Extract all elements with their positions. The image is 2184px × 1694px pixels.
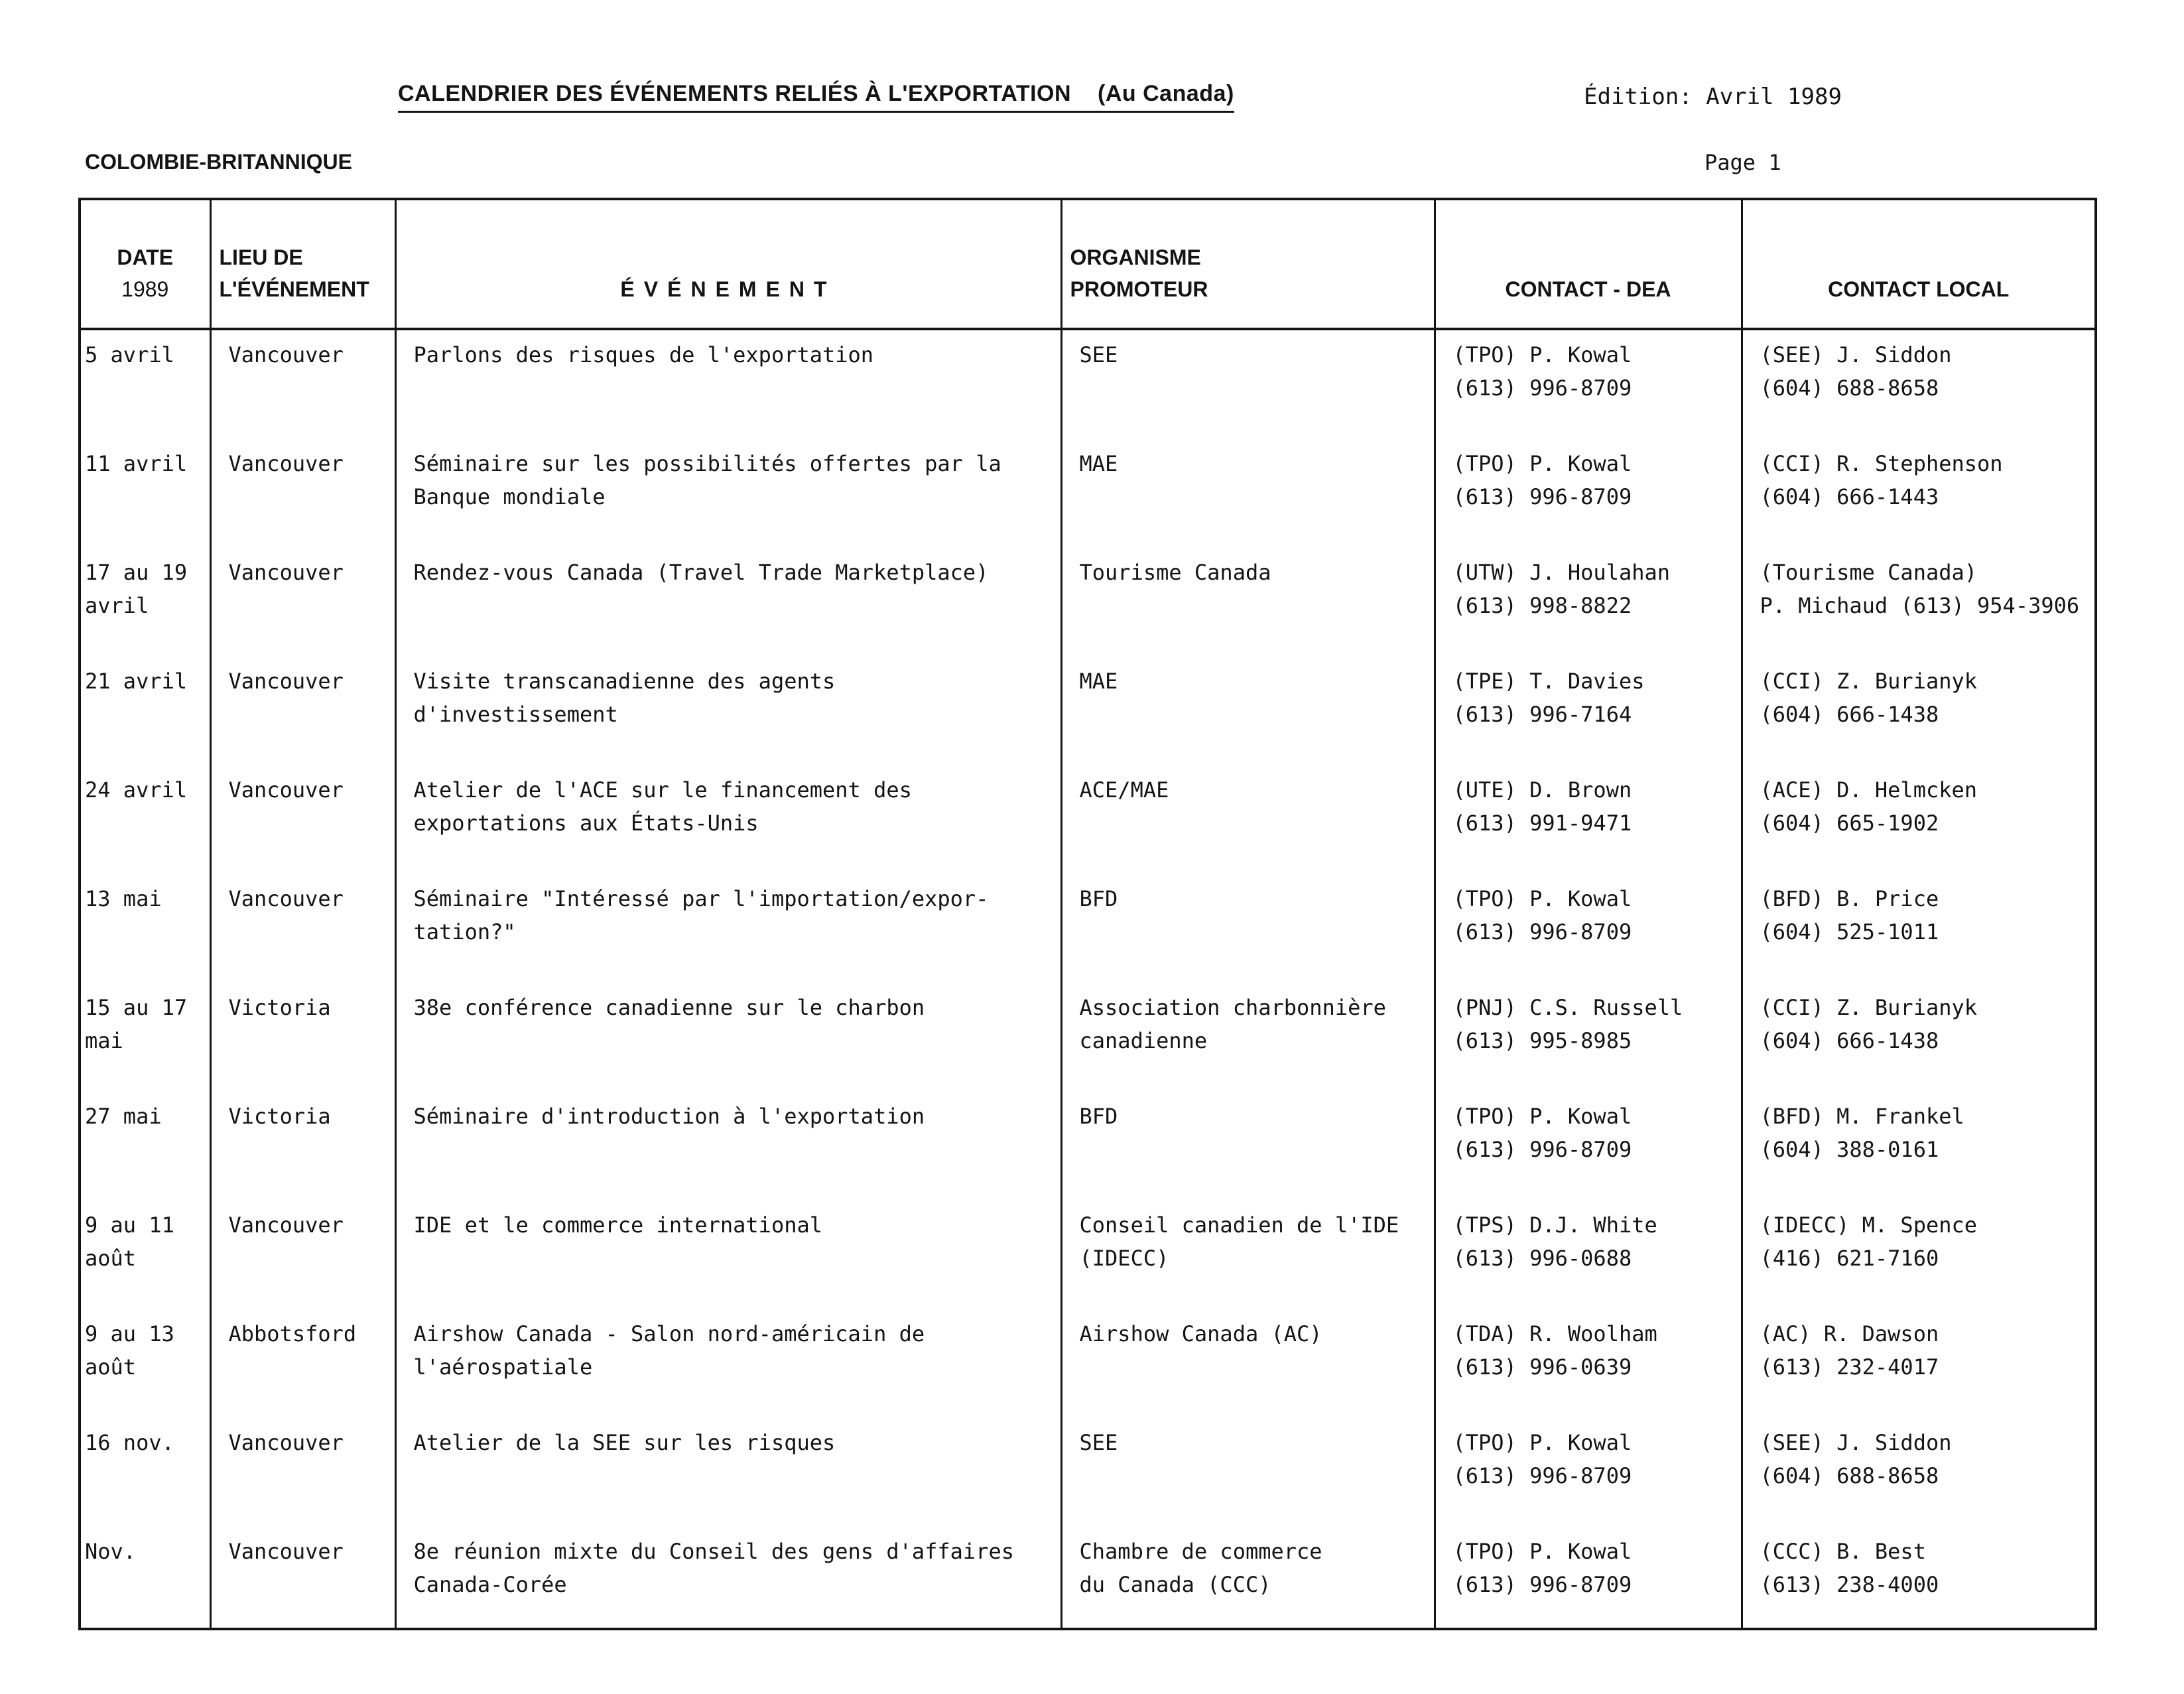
- cell-date: 13 mai: [80, 874, 210, 983]
- cell-lieu: Vancouver: [210, 548, 395, 657]
- cell-lieu: Vancouver: [210, 329, 395, 439]
- cell-evenement: Airshow Canada - Salon nord-américain de l'aérospatiale: [395, 1309, 1061, 1418]
- cell-lieu: Vancouver: [210, 1527, 395, 1629]
- cell-contact-dea: (TPE) T. Davies (613) 996-7164: [1435, 657, 1742, 765]
- cell-organisme: MAE: [1061, 657, 1435, 765]
- cell-evenement: Atelier de l'ACE sur le financement des exportations aux États-Unis: [395, 765, 1061, 874]
- cell-date: 9 au 11 août: [80, 1201, 210, 1309]
- cell-lieu: Vancouver: [210, 1201, 395, 1309]
- cell-date: 11 avril: [80, 439, 210, 548]
- cell-organisme: BFD: [1061, 1092, 1435, 1201]
- cell-contact-local: (IDECC) M. Spence (416) 621-7160: [1760, 1212, 1978, 1271]
- cell-date: 16 nov.: [80, 1418, 210, 1527]
- cell-contact-local: (ACE) D. Helmcken (604) 665-1902: [1760, 777, 1978, 836]
- cell-evenement: Séminaire sur les possibilités offertes par la Banque mondiale: [395, 439, 1061, 548]
- cell-organisme: BFD: [1061, 874, 1435, 983]
- cell-lieu: Vancouver: [210, 765, 395, 874]
- cell-contact-local: (Tourisme Canada) P. Michaud (613) 954-3906: [1760, 560, 2080, 618]
- cell-contact-dea: (TPO) P. Kowal (613) 996-8709: [1435, 1418, 1742, 1527]
- col-org-line1: ORGANISME: [1070, 245, 1201, 269]
- cell-contact-dea: (TPO) P. Kowal (613) 996-8709: [1435, 439, 1742, 548]
- cell-date: 27 mai: [80, 1092, 210, 1201]
- col-date-line2: 1989: [121, 277, 169, 301]
- table-row: [80, 329, 2096, 439]
- cell-lieu: Vancouver: [210, 657, 395, 765]
- table-row: [80, 439, 2096, 548]
- page-number: Page 1: [1704, 150, 1781, 175]
- table-row: [80, 1309, 2096, 1418]
- cell-organisme: SEE: [1061, 1418, 1435, 1527]
- cell-contact-dea: (UTW) J. Houlahan (613) 998-8822: [1435, 548, 1742, 657]
- table-row: [80, 1527, 2096, 1629]
- cell-evenement: 38e conférence canadienne sur le charbon: [395, 983, 1061, 1092]
- cell-organisme: Conseil canadien de l'IDE (IDECC): [1061, 1201, 1435, 1309]
- cell-date: 17 au 19 avril: [80, 548, 210, 657]
- cell-evenement: Séminaire "Intéressé par l'importation/expor- tation?": [395, 874, 1061, 983]
- cell-organisme: MAE: [1061, 439, 1435, 548]
- cell-evenement: Visite transcanadienne des agents d'investissement: [395, 657, 1061, 765]
- table-row: [80, 874, 2096, 983]
- cell-contact-dea: (TPO) P. Kowal (613) 996-8709: [1435, 329, 1742, 439]
- cell-organisme: Association charbonnière canadienne: [1061, 983, 1435, 1092]
- table-header-row: [80, 199, 2096, 329]
- cell-date: 9 au 13 août: [80, 1309, 210, 1418]
- cell-contact-dea: (TPO) P. Kowal (613) 996-8709: [1435, 1527, 1742, 1629]
- cell-evenement: Parlons des risques de l'exportation: [395, 329, 1061, 439]
- cell-organisme: ACE/MAE: [1061, 765, 1435, 874]
- edition-label: Édition: Avril 1989: [1584, 84, 1842, 110]
- cell-contact-local: (BFD) B. Price (604) 525-1011: [1760, 886, 1939, 945]
- col-header-organisme: [1061, 199, 1435, 329]
- cell-lieu: Vancouver: [210, 439, 395, 548]
- table-row: [80, 1201, 2096, 1309]
- cell-evenement: Atelier de la SEE sur les risques: [395, 1418, 1061, 1527]
- cell-organisme: Chambre de commerce du Canada (CCC): [1061, 1527, 1435, 1629]
- cell-date: 24 avril: [80, 765, 210, 874]
- cell-contact-local: (CCI) Z. Burianyk (604) 666-1438: [1760, 995, 1978, 1053]
- cell-contact-local: (SEE) J. Siddon (604) 688-8658: [1760, 1430, 1952, 1488]
- col-date-line1: DATE: [117, 245, 174, 269]
- title-sub: (Au Canada): [1098, 81, 1234, 106]
- cell-contact-local: (AC) R. Dawson (613) 232-4017: [1760, 1321, 1939, 1380]
- cell-contact-local: (CCI) R. Stephenson (604) 666-1443: [1760, 451, 2003, 509]
- cell-contact-dea: (TPO) P. Kowal (613) 996-8709: [1435, 874, 1742, 983]
- cell-lieu: Vancouver: [210, 1418, 395, 1527]
- document-title: [398, 81, 1234, 113]
- col-header-date: [80, 199, 210, 329]
- cell-date: 21 avril: [80, 657, 210, 765]
- cell-contact-local: (CCI) Z. Burianyk (604) 666-1438: [1760, 669, 1978, 727]
- table-row: [80, 765, 2096, 874]
- cell-contact-local: (SEE) J. Siddon (604) 688-8658: [1760, 342, 1952, 401]
- cell-contact-local: (BFD) M. Frankel (604) 388-0161: [1760, 1104, 1964, 1162]
- cell-lieu: Victoria: [210, 1092, 395, 1201]
- cell-contact-dea: (PNJ) C.S. Russell (613) 995-8985: [1435, 983, 1742, 1092]
- table-row: [80, 1418, 2096, 1527]
- cell-evenement: Rendez-vous Canada (Travel Trade Marketplace): [395, 548, 1061, 657]
- cell-contact-dea: (TPO) P. Kowal (613) 996-8709: [1435, 1092, 1742, 1201]
- region-label: COLOMBIE-BRITANNIQUE: [85, 150, 352, 174]
- cell-date: Nov.: [80, 1527, 210, 1629]
- events-table: [78, 198, 2097, 1630]
- cell-lieu: Victoria: [210, 983, 395, 1092]
- cell-contact-dea: (TPS) D.J. White (613) 996-0688: [1435, 1201, 1742, 1309]
- cell-organisme: Airshow Canada (AC): [1061, 1309, 1435, 1418]
- cell-evenement: Séminaire d'introduction à l'exportation: [395, 1092, 1061, 1201]
- cell-organisme: Tourisme Canada: [1061, 548, 1435, 657]
- col-header-contact-dea: CONTACT - DEA: [1435, 199, 1742, 329]
- col-lieu-line1: LIEU DE: [219, 245, 303, 269]
- col-org-line2: PROMOTEUR: [1070, 277, 1208, 301]
- cell-lieu: Abbotsford: [210, 1309, 395, 1418]
- cell-contact-local: (CCC) B. Best (613) 238-4000: [1760, 1539, 1939, 1597]
- table-row: [80, 1092, 2096, 1201]
- table-row: [80, 983, 2096, 1092]
- cell-contact-dea: (TDA) R. Woolham (613) 996-0639: [1435, 1309, 1742, 1418]
- cell-contact-dea: (UTE) D. Brown (613) 991-9471: [1435, 765, 1742, 874]
- cell-evenement: 8e réunion mixte du Conseil des gens d'affaires Canada-Corée: [395, 1527, 1061, 1629]
- col-header-contact-local: CONTACT LOCAL: [1742, 199, 2096, 329]
- cell-date: 5 avril: [80, 329, 210, 439]
- title-main: CALENDRIER DES ÉVÉNEMENTS RELIÉS À L'EXPORTATION: [398, 81, 1072, 106]
- cell-evenement: IDE et le commerce international: [395, 1201, 1061, 1309]
- cell-organisme: SEE: [1061, 329, 1435, 439]
- col-header-evenement: ÉVÉNEMENT: [395, 199, 1061, 329]
- cell-lieu: Vancouver: [210, 874, 395, 983]
- cell-date: 15 au 17 mai: [80, 983, 210, 1092]
- table-row: [80, 657, 2096, 765]
- table-row: [80, 548, 2096, 657]
- col-lieu-line2: L'ÉVÉNEMENT: [219, 277, 369, 301]
- col-header-lieu: [210, 199, 395, 329]
